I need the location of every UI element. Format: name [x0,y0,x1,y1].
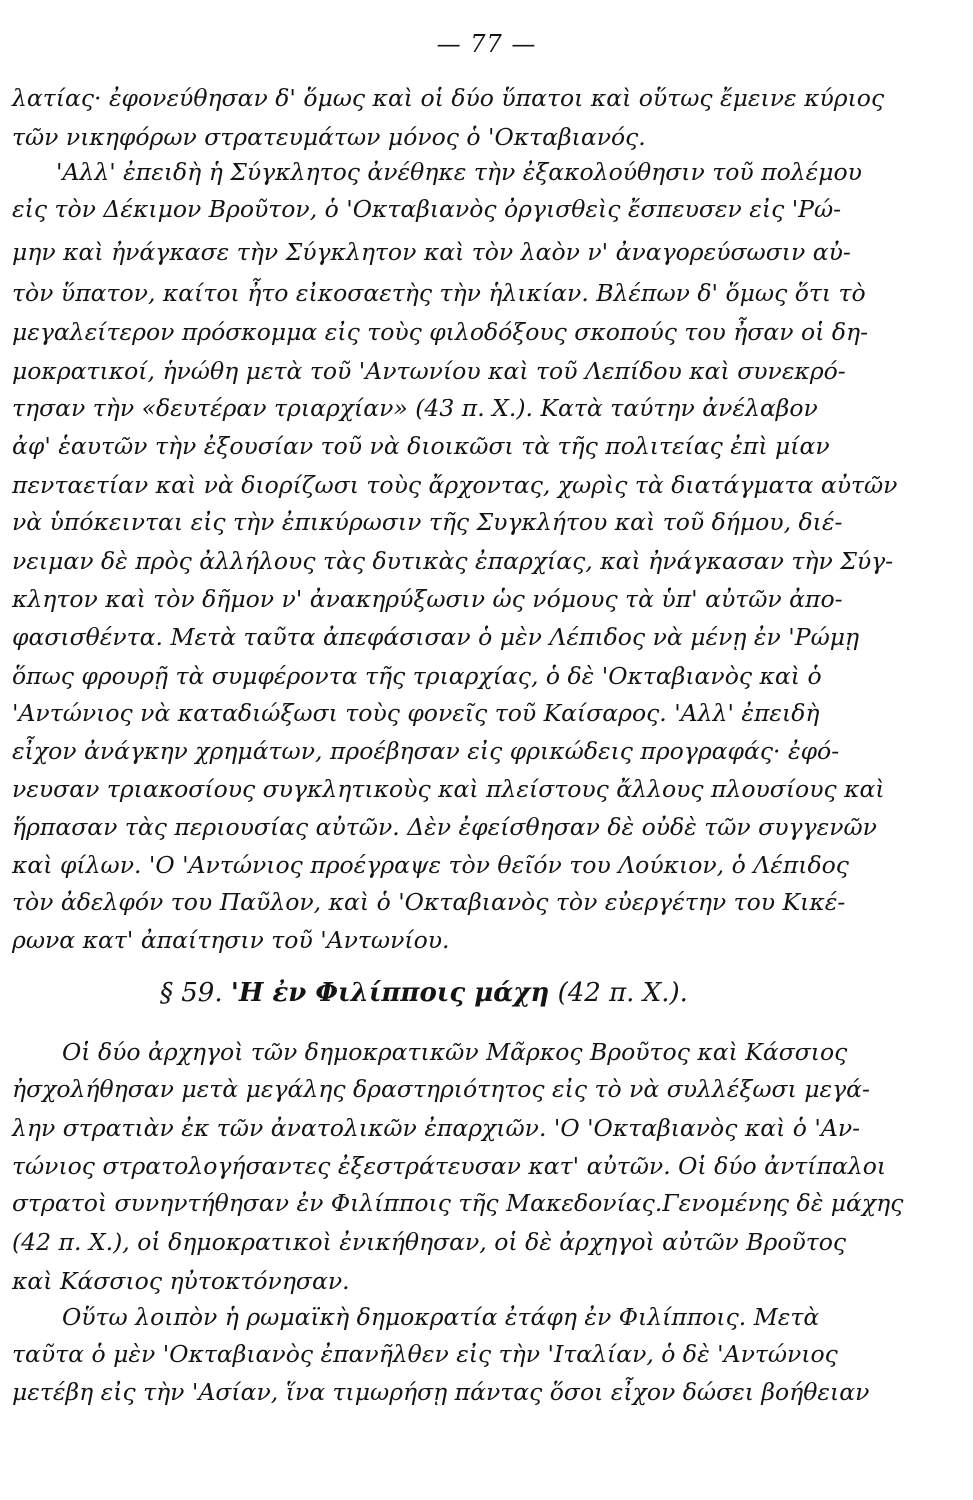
text-line-7: μεγαλείτερον πρόσκομμα εἰς τοὺς φιλοδόξους σκοπούς του ἦσαν οἱ δη- [12,318,869,346]
text-line-28: στρατοὶ συνηντήθησαν ἐν Φιλίπποις τῆς Μακεδονίας.Γενομένης δὲ μάχης [12,1189,904,1217]
text-line-33: μετέβη εἰς τὴν 'Ασίαν, ἵνα τιμωρήσῃ πάντας ὅσοι εἶχον δώσει βοήθειαν [12,1378,870,1406]
text-line-24: Οἱ δύο ἀρχηγοὶ τῶν δημοκρατικῶν Μᾶρκος Βροῦτος καὶ Κάσσιος [62,1038,848,1066]
text-line-30: καὶ Κάσσιος ηὐτοκτόνησαν. [12,1267,350,1295]
text-line-12: νὰ ὑπόκεινται εἰς τὴν ἐπικύρωσιν τῆς Συγκλήτου καὶ τοῦ δήμου, διέ- [12,508,843,536]
text-line-18: εἶχον ἀνάγκην χρημάτων, προέβησαν εἰς φρικώδεις προγραφάς· ἐφό- [12,737,840,765]
text-line-21: καὶ φίλων. 'Ο 'Αντώνιος προέγραψε τὸν θεῖόν του Λούκιον, ὁ Λέπιδος [12,851,849,879]
text-line-31: Οὕτω λοιπὸν ἡ ρωμαϊκὴ δημοκρατία ἐτάφη ἐν Φιλίπποις. Μετὰ [62,1303,820,1331]
text-line-29: (42 π. Χ.), οἱ δημοκρατικοὶ ἐνικήθησαν, οἱ δὲ ἀρχηγοὶ αὐτῶν Βροῦτος [12,1228,847,1256]
text-line-5: μην καὶ ἠνάγκασε τὴν Σύγκλητον καὶ τὸν λαὸν ν' ἀναγορεύσωσιν αὐ- [12,238,851,266]
page-number: — 77 — [436,30,537,58]
text-line-13: νειμαν δὲ πρὸς ἀλλήλους τὰς δυτικὰς ἐπαρχίας, καὶ ἠνάγκασαν τὴν Σύγ- [12,547,894,575]
text-line-8: μοκρατικοί, ἡνώθη μετὰ τοῦ 'Αντωνίου καὶ τοῦ Λεπίδου καὶ συνεκρό- [12,357,846,385]
section-number: § 59. [160,978,223,1008]
text-line-23: ρωνα κατ' ἀπαίτησιν τοῦ 'Αντωνίου. [12,926,450,954]
text-line-19: νευσαν τριακοσίους συγκλητικοὺς καὶ πλείστους ἄλλους πλουσίους καὶ [12,775,885,803]
text-line-10: ἀφ' ἑαυτῶν τὴν ἐξουσίαν τοῦ νὰ διοικῶσι τὰ τῆς πολιτείας ἐπὶ μίαν [12,432,830,460]
text-line-20: ἥρπασαν τὰς περιουσίας αὐτῶν. Δὲν ἐφείσθησαν δὲ οὐδὲ τῶν συγγενῶν [12,813,877,841]
section-date: (42 π. Χ.). [557,978,688,1008]
text-line-14: κλητον καὶ τὸν δῆμον ν' ἀνακηρύξωσιν ὡς νόμους τὰ ὑπ' αὐτῶν ἀπο- [12,585,843,613]
text-line-6: τὸν ὕπατον, καίτοι ἦτο εἰκοσαετὴς τὴν ἡλικίαν. Βλέπων δ' ὅμως ὅτι τὸ [12,279,866,307]
text-line-17: 'Αντώνιος νὰ καταδιώξωσι τοὺς φονεῖς τοῦ Καίσαρος. 'Αλλ' ἐπειδὴ [12,699,820,727]
section-title: 'Η ἐν Φιλίπποις μάχη [230,978,550,1008]
text-line-25: ἠσχολήθησαν μετὰ μεγάλης δραστηριότητος εἰς τὸ νὰ συλλέξωσι μεγά- [12,1075,870,1103]
text-line-26: λην στρατιὰν ἐκ τῶν ἀνατολικῶν ἐπαρχιῶν. 'Ο 'Οκταβιανὸς καὶ ὁ 'Αν- [12,1114,861,1142]
text-line-16: ὅπως φρουρῇ τὰ συμφέροντα τῆς τριαρχίας, ὁ δὲ 'Οκταβιανὸς καὶ ὁ [12,662,822,690]
text-line-4: εἰς τὸν Δέκιμον Βροῦτον, ὁ 'Οκταβιανὸς ὀργισθεὶς ἔσπευσεν εἰς 'Ρώ- [12,195,842,223]
text-line-2: τῶν νικηφόρων στρατευμάτων μόνος ὁ 'Οκταβιανός. [12,123,646,151]
text-line-32: ταῦτα ὁ μὲν 'Οκταβιανὸς ἐπανῆλθεν εἰς τὴν 'Ιταλίαν, ὁ δὲ 'Αντώνιος [12,1340,838,1368]
text-line-27: τώνιος στρατολογήσαντες ἐξεστράτευσαν κατ' αὐτῶν. Οἱ δύο ἀντίπαλοι [12,1152,887,1180]
section-heading [160,978,688,1008]
text-line-3: 'Αλλ' ἐπειδὴ ἡ Σύγκλητος ἀνέθηκε τὴν ἐξακολούθησιν τοῦ πολέμου [56,158,862,186]
text-line-9: τησαν τὴν «δευτέραν τριαρχίαν» (43 π. Χ.). Κατὰ ταύτην ἀνέλαβον [12,394,818,422]
text-line-11: πενταετίαν καὶ νὰ διορίζωσι τοὺς ἄρχοντας, χωρὶς τὰ διατάγματα αὐτῶν [12,471,898,499]
text-line-15: φασισθέντα. Μετὰ ταῦτα ἀπεφάσισαν ὁ μὲν Λέπιδος νὰ μένῃ ἐν 'Ρώμῃ [12,623,860,651]
text-line-1: λατίας· ἐφονεύθησαν δ' ὅμως καὶ οἱ δύο ὕπατοι καὶ οὕτως ἔμεινε κύριος [12,84,885,112]
text-line-22: τὸν ἀδελφόν του Παῦλον, καὶ ὁ 'Οκταβιανὸς τὸν εὐεργέτην του Κικέ- [12,888,846,916]
